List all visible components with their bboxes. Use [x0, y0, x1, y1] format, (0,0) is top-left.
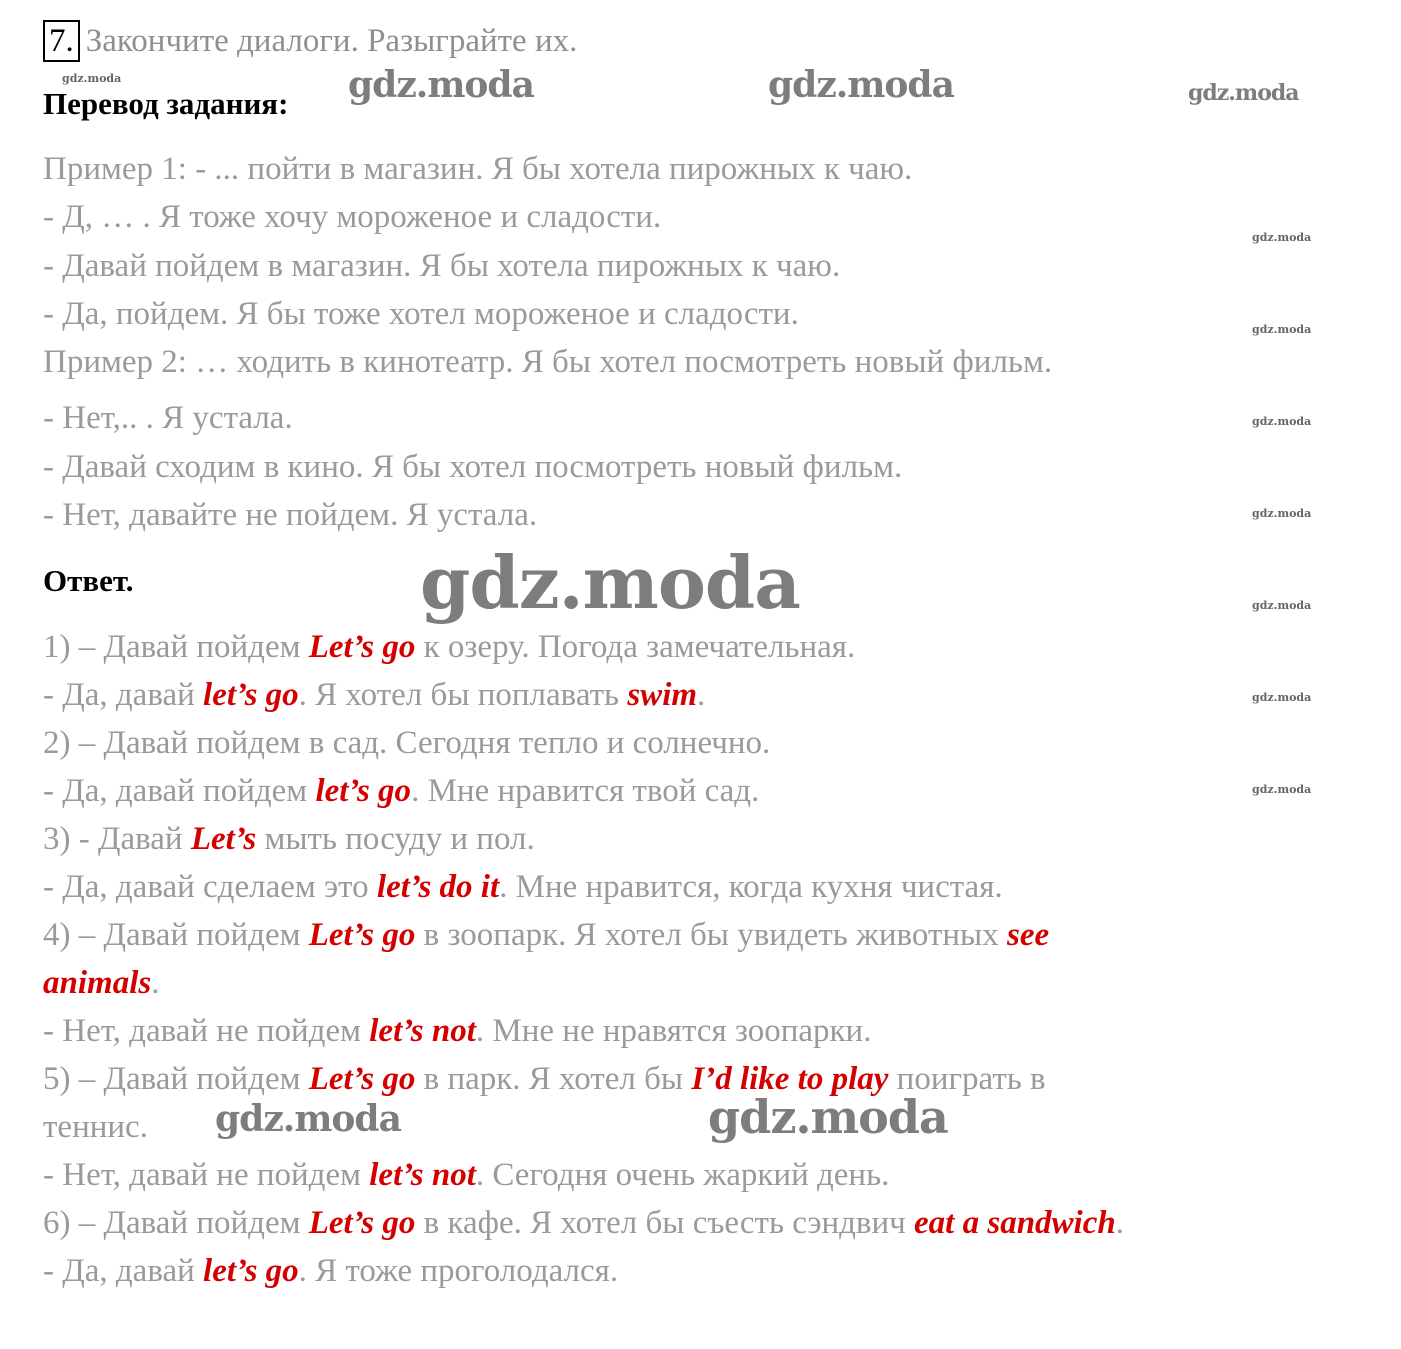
- answer-line: [43, 1107, 148, 1147]
- answer-text: - Да, давай: [43, 677, 204, 713]
- answer-text: .: [697, 677, 706, 713]
- answer-text: . Мне не нравятся зоопарки.: [475, 1013, 872, 1049]
- answer-text: к озеру. Погода замечательная.: [415, 629, 856, 665]
- example-line: Пример 2: … ходить в кинотеатр. Я бы хотел посмотреть новый фильм.: [43, 344, 1053, 380]
- answer-line: [43, 771, 759, 811]
- answer-highlight: let’s go: [203, 677, 299, 713]
- watermark: gdz.moda: [708, 1090, 948, 1144]
- answer-text: - Да, давай: [43, 1253, 204, 1289]
- task-header: [43, 20, 577, 62]
- answer-highlight: Let’s go: [308, 1061, 416, 1097]
- answer-heading: Ответ.: [43, 563, 134, 598]
- watermark: gdz.moda: [1252, 691, 1312, 704]
- answer-line: [43, 867, 1003, 907]
- answer-highlight: let’s go: [315, 773, 412, 809]
- answer-text: - Нет, давай не пойдем: [43, 1013, 370, 1049]
- example-line: - Да, пойдем. Я бы тоже хотел мороженое и сладости.: [43, 296, 799, 332]
- answer-text: . Мне нравится, когда кухня чистая.: [499, 869, 1003, 905]
- answer-text: 1) – Давай пойдем: [43, 629, 309, 665]
- answer-highlight: see: [1006, 917, 1050, 953]
- example-line: - Д, … . Я тоже хочу мороженое и сладости.: [43, 199, 662, 235]
- watermark: gdz.moda: [1252, 599, 1312, 612]
- answer-highlight: animals: [43, 965, 152, 1001]
- watermark: gdz.moda: [62, 72, 122, 85]
- watermark: gdz.moda: [348, 64, 534, 106]
- answer-text: поиграть в: [888, 1061, 1046, 1097]
- answer-line: [43, 1203, 1124, 1243]
- answer-text: теннис.: [43, 1109, 148, 1145]
- watermark: gdz.moda: [1252, 231, 1312, 244]
- watermark: gdz.moda: [1252, 507, 1312, 520]
- answer-line: [43, 915, 1049, 955]
- answer-line: [43, 675, 705, 715]
- translation-heading: Перевод задания:: [43, 86, 289, 121]
- watermark: gdz.moda: [1252, 323, 1312, 336]
- example-line: - Нет, давайте не пойдем. Я устала.: [43, 497, 538, 533]
- answer-text: мыть посуду и пол.: [256, 821, 535, 857]
- answer-text: 5) – Давай пойдем: [43, 1061, 309, 1097]
- task-title: Закончите диалоги. Разыграйте их.: [85, 23, 578, 59]
- watermark: gdz.moda: [215, 1098, 401, 1140]
- answer-text: в парк. Я хотел бы: [415, 1061, 692, 1097]
- answer-text: в кафе. Я хотел бы съесть сэндвич: [415, 1205, 915, 1241]
- example-line: Пример 1: - ... пойти в магазин. Я бы хотела пирожных к чаю.: [43, 151, 913, 187]
- answer-line: [43, 1251, 618, 1291]
- answer-text: . Мне нравится твой сад.: [411, 773, 760, 809]
- answer-line: [43, 627, 855, 667]
- answer-line: [43, 723, 770, 763]
- example-line: - Нет,.. . Я устала.: [43, 400, 293, 436]
- answer-text: 6) – Давай пойдем: [43, 1205, 309, 1241]
- answer-text: 3) - Давай: [43, 821, 191, 857]
- answer-highlight: let’s go: [203, 1253, 299, 1289]
- answer-line: [43, 819, 535, 859]
- answer-text: - Да, давай сделаем это: [43, 869, 377, 905]
- watermark: gdz.moda: [1252, 783, 1312, 796]
- answer-highlight: swim: [627, 677, 698, 713]
- answer-highlight: Let’s go: [308, 1205, 416, 1241]
- answer-text: . Я тоже проголодался.: [298, 1253, 619, 1289]
- answer-text: .: [1115, 1205, 1124, 1241]
- answer-text: - Нет, давай не пойдем: [43, 1157, 370, 1193]
- task-number: 7.: [43, 20, 80, 62]
- answer-line: [43, 1011, 871, 1051]
- answer-text: . Я хотел бы поплавать: [298, 677, 628, 713]
- answer-highlight: let’s not: [369, 1157, 476, 1193]
- answer-highlight: let’s do it: [376, 869, 500, 905]
- watermark: gdz.moda: [768, 64, 954, 106]
- answer-text: - Да, давай пойдем: [43, 773, 316, 809]
- answer-highlight: Let’s go: [308, 629, 416, 665]
- answer-line: [43, 963, 159, 1003]
- watermark: gdz.moda: [420, 540, 800, 625]
- answer-highlight: let’s not: [369, 1013, 476, 1049]
- answer-text: . Сегодня очень жаркий день.: [475, 1157, 890, 1193]
- answer-text: в зоопарк. Я хотел бы увидеть животных: [415, 917, 1007, 953]
- example-line: - Давай пойдем в магазин. Я бы хотела пирожных к чаю.: [43, 248, 841, 284]
- answer-text: 4) – Давай пойдем: [43, 917, 309, 953]
- watermark: gdz.moda: [1252, 415, 1312, 428]
- answer-line: [43, 1155, 889, 1195]
- answer-text: .: [151, 965, 160, 1001]
- answer-highlight: Let’s: [190, 821, 257, 857]
- answer-highlight: I’d like to play: [691, 1061, 889, 1097]
- answer-highlight: eat a sandwich: [914, 1205, 1116, 1241]
- watermark: gdz.moda: [1188, 80, 1299, 106]
- answer-highlight: Let’s go: [308, 917, 416, 953]
- answer-text: 2) – Давай пойдем в сад. Сегодня тепло и солнечно.: [43, 725, 771, 761]
- example-line: - Давай сходим в кино. Я бы хотел посмотреть новый фильм.: [43, 449, 903, 485]
